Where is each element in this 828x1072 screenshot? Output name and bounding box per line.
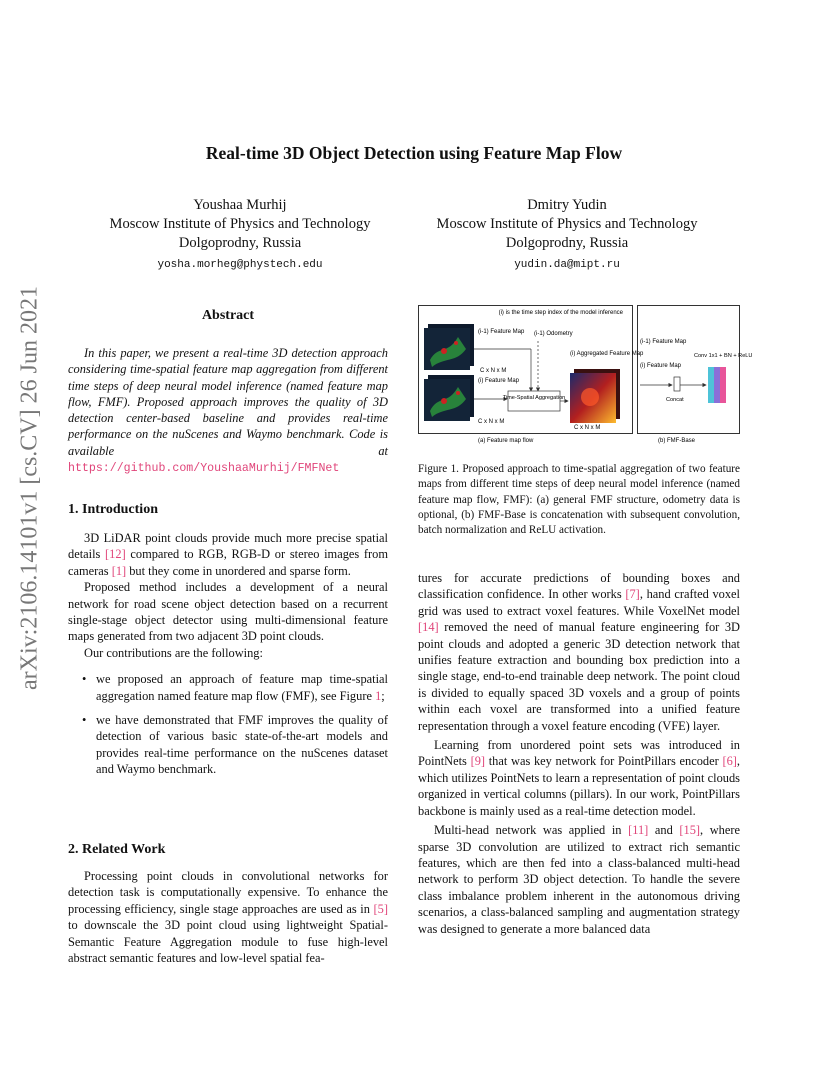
author-location: Dolgoprodny, Russia	[178, 235, 302, 251]
author-affiliation: Moscow Institute of Physics and Technology	[436, 216, 698, 232]
author-affiliation: Moscow Institute of Physics and Technology	[109, 216, 371, 232]
text-run: to downscale the 3D point cloud using lightweight Spatial-Semantic Feature Aggregation module to fuse high-level abstract semantic features and low-level spatial fea-	[68, 918, 388, 966]
text-run: compared to RGB, RGB-D or stereo images from cameras	[68, 547, 388, 578]
citation-link[interactable]: [1]	[111, 563, 127, 578]
figure-1-caption: Figure 1. Proposed approach to time-spatial aggregation of two feature maps from different time steps of deep neural model inference (named feature map flow, FMF): (a) general FMF structure, odometry data is optional, (b) FMF-Base is concatenation with subsequent convolution, batch normalization and ReLU activation.	[418, 463, 740, 537]
author-block-1	[70, 196, 410, 275]
citation-link[interactable]: [14]	[418, 620, 439, 635]
dims-label-prev: C x N x M	[480, 368, 507, 374]
author-name: Dmitry Yudin	[527, 197, 607, 213]
citation-link[interactable]: [7]	[625, 587, 640, 602]
author-email[interactable]: yudin.da@mipt.ru	[514, 259, 620, 271]
paragraph	[68, 868, 388, 966]
abstract-body	[68, 345, 388, 477]
time-step-note: (i) is the time step index of the model inference	[498, 310, 623, 316]
output-block-2	[714, 367, 720, 403]
text-run: that was key network for PointPillars encoder	[485, 754, 723, 769]
text-run: tures for accurate predictions of bounding boxes and classification confidence. In other works	[418, 571, 740, 602]
text-run: but they come in unordered and sparse form.	[126, 563, 351, 578]
dims-label-cur: C x N x M	[478, 419, 505, 425]
figure-link[interactable]: 1	[375, 688, 382, 703]
section-heading-introduction: 1. Introduction	[68, 502, 158, 517]
text-run: 3D LiDAR point clouds provide much more precise spatial details	[68, 531, 388, 562]
text-run: , hand crafted voxel grid was used to extract voxel features. While VoxelNet model	[418, 587, 740, 618]
paper-title: Real-time 3D Object Detection using Feature Map Flow	[205, 143, 623, 163]
feature-map-prev-image	[424, 324, 474, 370]
paragraph: Proposed method includes a development of a neural network for road scene object detection based on a recurrent single-stage object detector using multi-dimensional feature maps generated from two adjacent 3D point clouds.	[68, 580, 388, 644]
fmf-base-fm-cur: (i) Feature Map	[640, 363, 682, 369]
feature-map-cur-image	[424, 375, 474, 421]
aggregated-label: (i) Aggregated Feature Map	[570, 351, 644, 357]
paragraph	[418, 822, 740, 937]
text-run: and	[648, 823, 680, 838]
paragraph	[418, 570, 740, 734]
conv-label: Conv 1x1 + BN + ReLU	[694, 353, 753, 359]
concat-block	[674, 377, 680, 391]
citation-link[interactable]: [9]	[470, 754, 486, 769]
text-run: removed the need of manual feature engineering for 3D point clouds and adopted a generic 3D detection network that unifies feature extraction and bounding box prediction into a single stage, end-to-end trainable deep network. The point cloud is divided to equally spaced 3D voxels and a group of points within each voxel are transformed into a unified feature representation through a voxel feature encoding (VFE) layer.	[418, 620, 740, 733]
list-item: • we have demonstrated that FMF improves the quality of detection of various basic state-of-the-art models and provides real-time performance on the nuScenes dataset and Waymo benchmark.	[96, 712, 388, 778]
citation-link[interactable]: [6]	[722, 754, 737, 769]
tsa-label: Time-Spatial Aggregation	[502, 395, 566, 401]
output-block-3	[720, 367, 726, 403]
text-run: ;	[381, 688, 385, 703]
paragraph	[418, 737, 740, 819]
time-spatial-aggregation-box	[508, 391, 560, 411]
section-heading-related-work: 2. Related Work	[68, 842, 166, 857]
concat-label: Concat	[666, 397, 684, 403]
panel-a-label: (a) Feature map flow	[478, 438, 534, 444]
citation-link[interactable]: [15]	[679, 823, 701, 838]
arxiv-identifier-text: arXiv:2106.14101v1 [cs.CV] 26 Jun 2021	[16, 286, 43, 690]
text-run: , which utilizes PointNets to learn a representation of point clouds organized in vertical columns (pillars). In our work, PointPillars backbone is mainly used as a real-time detection model.	[418, 754, 740, 818]
text-run: Processing point clouds in convolutional networks for detection task is computationally expensive. To enhance the processing efficiency, single stage approaches are used as in	[68, 869, 388, 916]
list-item	[96, 671, 388, 704]
citation-link[interactable]: [11]	[628, 823, 649, 838]
text-run: , where sparse 3D convolution are utilized to extract rich semantic features, which are then fed into a class-balanced multi-head network to perform 3D object detection. To handle the severe class imbalance problem inherent in the autonomous driving scenarios, a class-balanced sampling and augmentation strategy was designed to generate a more balanced data	[418, 823, 741, 936]
author-location: Dolgoprodny, Russia	[505, 235, 629, 251]
author-block-2	[412, 196, 722, 275]
dims-label-out: C x N x M	[574, 425, 601, 431]
panel-b-label: (b) FMF-Base	[658, 438, 696, 444]
code-link[interactable]: https://github.com/YoushaaMurhij/FMFNet	[68, 462, 340, 476]
text-run: Learning from unordered point sets was introduced in PointNets	[418, 738, 740, 769]
right-column-body	[418, 570, 740, 937]
abstract-heading: Abstract	[201, 308, 255, 323]
figure-1-diagram	[418, 305, 753, 448]
paragraph	[68, 530, 388, 579]
citation-link[interactable]: [12]	[105, 547, 126, 562]
text-run: Multi-head network was applied in	[434, 823, 629, 838]
arxiv-identifier	[14, 286, 46, 690]
abstract-text: In this paper, we present a real-time 3D detection approach considering time-spatial feature map aggregation from different time steps of deep neural model inference (named feature map flow, FMF). Proposed approach improves the quality of 3D detection center-based baseline and provides real-time performance on the nuScenes and Waymo benchmark. Code is available at	[68, 346, 388, 458]
output-block-1	[708, 367, 714, 403]
author-email[interactable]: yosha.morheg@phystech.edu	[157, 259, 323, 271]
fmf-base-fm-prev: (i-1) Feature Map	[640, 339, 687, 345]
citation-link[interactable]: [5]	[373, 901, 388, 916]
fm-prev-label: (i-1) Feature Map	[478, 329, 525, 335]
aggregated-map-image	[570, 369, 620, 423]
paragraph: Our contributions are the following:	[84, 645, 263, 660]
related-work-body	[68, 868, 388, 966]
contributions-list	[68, 671, 388, 777]
text-run: we proposed an approach of feature map time-spatial aggregation named feature map flow (FMF), see Figure	[96, 672, 388, 703]
author-name: Youshaa Murhij	[193, 197, 287, 213]
introduction-body	[68, 530, 388, 786]
odometry-label: (i-1) Odometry	[534, 331, 573, 337]
fm-cur-label: (i) Feature Map	[478, 378, 520, 384]
